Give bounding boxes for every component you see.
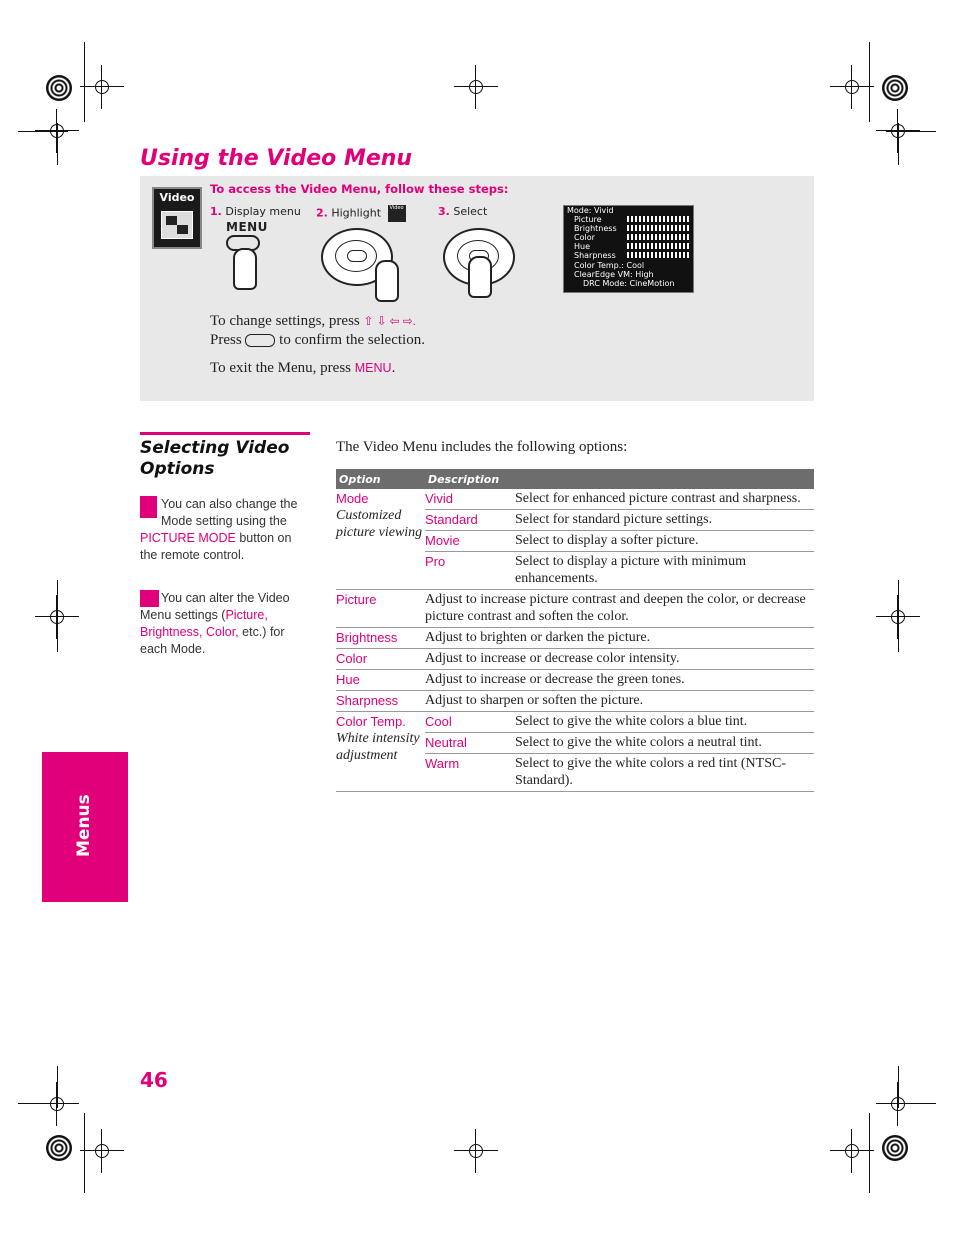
desc-pro: Select to display a picture with minimum enhancements. [515,552,814,590]
menu-button-illustration [226,220,268,284]
osd-item: Hue [574,242,591,251]
osd-video-menu [563,205,694,293]
remote-note: You can also change the Mode setting using the PICTURE MODE button on the remote control. [140,497,298,562]
desc-sharpness: Adjust to sharpen or soften the picture. [425,691,814,712]
osd-mode: Mode: Vivid [567,206,614,215]
tip-note: You can alter the Video Menu settings (Picture, Brightness, Color, etc.) for each Mode. [140,591,290,656]
desc-warm: Select to give the white colors a red tint (NTSC-Standard). [515,754,814,792]
desc-cool: Select to give the white colors a blue tint. [515,712,814,733]
option-pro: Pro [425,552,515,590]
video-icon-label: Video [159,191,195,204]
option-color-temp-sub: White intensity adjustment [336,731,420,763]
video-menu-icon [152,187,202,249]
remote-control-icon [140,496,157,518]
table-row [336,489,814,510]
option-mode-sub: Customized picture viewing [336,508,423,540]
osd-item: Color [574,233,595,242]
lightbulb-icon [140,590,159,607]
desc-neutral: Select to give the white colors a neutral tint. [515,733,814,754]
desc-brightness: Adjust to brighten or darken the picture. [425,628,814,649]
table-row [336,590,814,628]
table-intro: The Video Menu includes the following options: [336,439,628,455]
menu-button-label: MENU [226,220,268,234]
change-instruction: To change settings, press ⇧ ⇩ ⇦ ⇨. [210,313,416,329]
section-title: Selecting Video Options [140,438,290,479]
option-standard: Standard [425,510,515,531]
desc-vivid: Select for enhanced picture contrast and sharpness. [515,491,801,506]
osd-item: Picture [574,215,602,224]
table-row [336,691,814,712]
step-1: 1. Display menu [210,205,301,218]
desc-hue: Adjust to increase or decrease the green tones. [425,670,814,691]
option-picture: Picture [336,590,425,628]
arrow-keys-icon: ⇧ ⇩ ⇦ ⇨. [363,314,416,328]
confirm-instruction: Press to confirm the selection. [210,332,425,348]
mini-video-icon: Video [388,205,406,222]
option-vivid: Vivid [425,491,453,506]
table-row [336,712,814,733]
video-options-table [336,469,814,792]
page-number: 46 [140,1068,168,1092]
section-rule [140,432,310,435]
finger-icon [375,260,399,302]
col-header-option: Option [336,469,425,489]
option-cool: Cool [425,712,515,733]
table-row [336,670,814,691]
osd-drc: DRC Mode: CineMotion [583,279,675,288]
select-button-icon [245,334,275,347]
option-brightness: Brightness [336,628,425,649]
osd-clearedge: ClearEdge VM: High [574,270,654,279]
steps-heading: To access the Video Menu, follow these steps: [210,182,509,196]
option-mode: Mode [336,491,369,506]
desc-picture: Adjust to increase picture contrast and deepen the color, or decrease picture contrast and soften the color. [425,590,814,628]
desc-standard: Select for standard picture settings. [515,510,814,531]
finger-press-icon [468,256,492,298]
step-2: 2. Highlight Video [316,205,406,222]
table-row [336,628,814,649]
osd-item: Brightness [574,224,617,233]
col-header-description: Description [425,469,814,489]
page-title: Using the Video Menu [140,146,413,171]
table-row [336,649,814,670]
desc-color: Adjust to increase or decrease color intensity. [425,649,814,670]
desc-movie: Select to display a softer picture. [515,531,814,552]
side-tab-label: Menus [74,794,94,857]
steps-panel [140,176,814,401]
section-side-tab [42,752,128,902]
option-movie: Movie [425,531,515,552]
option-color-temp: Color Temp. [336,714,406,729]
osd-item: Sharpness [574,251,616,260]
option-sharpness: Sharpness [336,691,425,712]
exit-instruction: To exit the Menu, press MENU. [210,360,396,376]
option-neutral: Neutral [425,733,515,754]
osd-color-temp: Color Temp.: Cool [574,261,645,270]
option-color: Color [336,649,425,670]
option-warm: Warm [425,754,515,792]
step-3: 3. Select [438,205,488,218]
option-hue: Hue [336,670,425,691]
